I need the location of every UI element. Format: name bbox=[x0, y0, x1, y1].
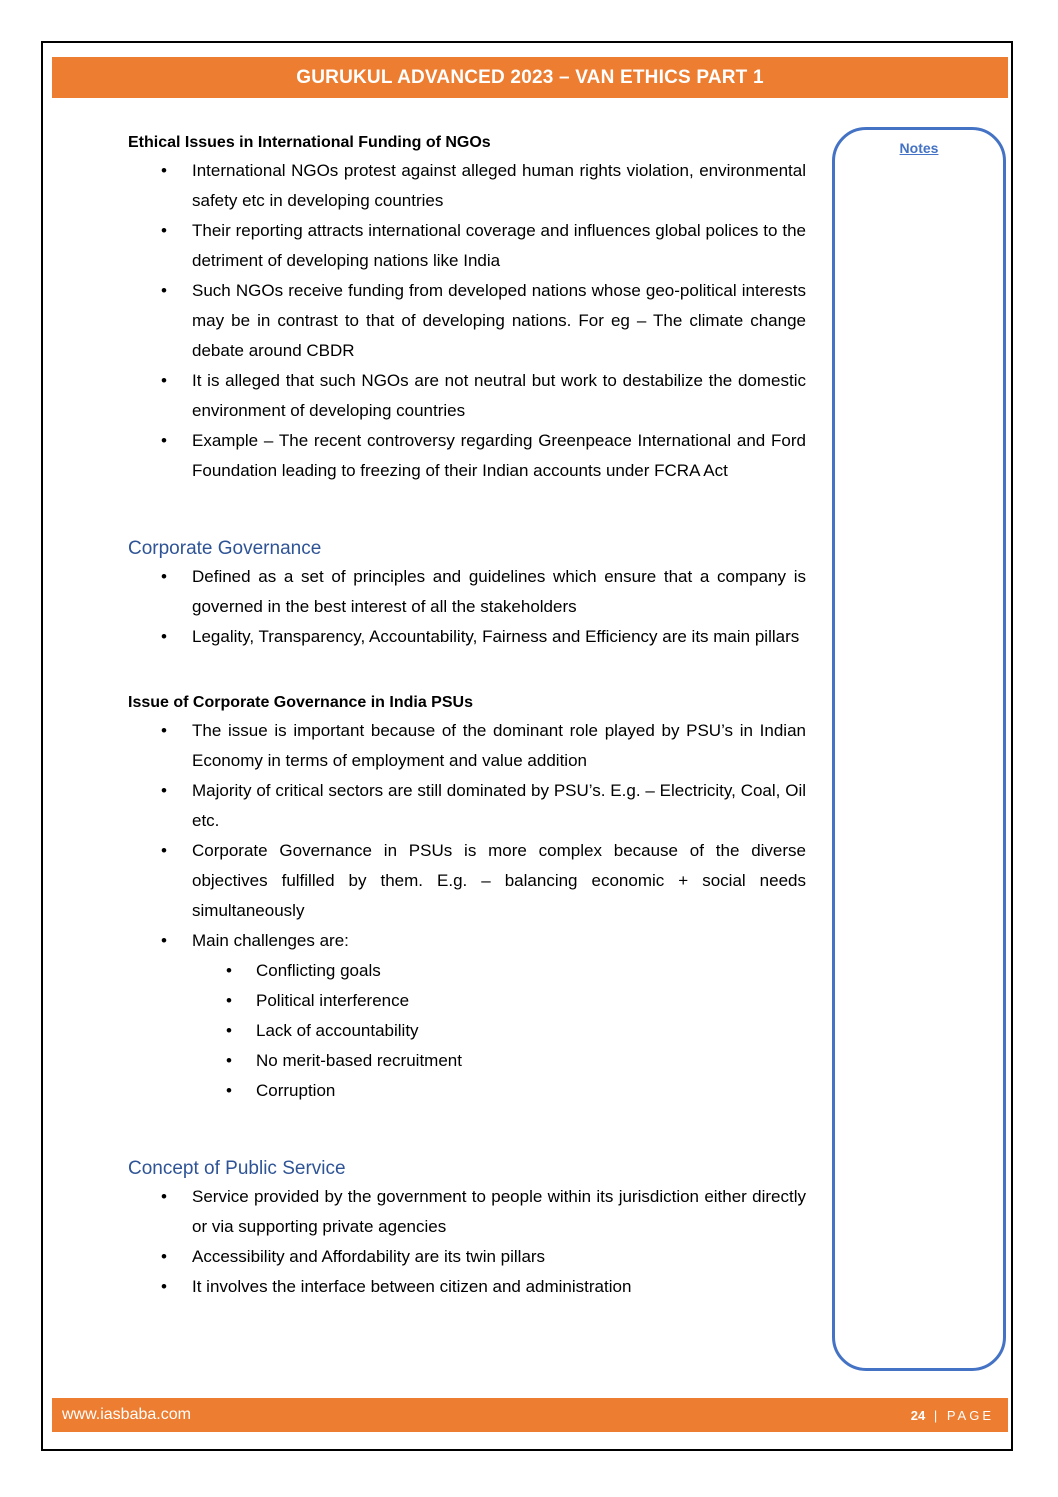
notes-panel bbox=[832, 127, 1006, 1371]
psu-governance-list bbox=[128, 716, 806, 1106]
section-heading-corporate-governance: Corporate Governance bbox=[128, 538, 322, 559]
page-label: | PAGE bbox=[933, 1407, 994, 1423]
page-header bbox=[52, 57, 1008, 98]
list-item: • Defined as a set of principles and guidelines which ensure that a company is governed in the best interest of all the stakeholders bbox=[128, 562, 806, 622]
section-heading-ngo-funding: Ethical Issues in International Funding of NGOs bbox=[128, 134, 491, 151]
sub-list-item: • Conflicting goals bbox=[128, 956, 806, 986]
page-number bbox=[911, 1408, 994, 1423]
sub-list-item: • Political interference bbox=[128, 986, 806, 1016]
list-item: • Legality, Transparency, Accountability, Fairness and Efficiency are its main pillars bbox=[128, 622, 806, 652]
list-item: • Such NGOs receive funding from developed nations whose geo-political interests may be in contrast to that of developing nations. For eg – The climate change debate around CBDR bbox=[128, 276, 806, 366]
list-item: • The issue is important because of the dominant role played by PSU’s in Indian Economy in terms of employment and value addition bbox=[128, 716, 806, 776]
document-body bbox=[128, 130, 806, 1302]
page-footer bbox=[52, 1398, 1008, 1432]
sub-list-item: • Lack of accountability bbox=[128, 1016, 806, 1046]
corporate-governance-list bbox=[128, 562, 806, 652]
ngo-funding-list bbox=[128, 156, 806, 486]
list-item: • Service provided by the government to people within its jurisdiction either directly or via supporting private agencies bbox=[128, 1182, 806, 1242]
list-item: • Majority of critical sectors are still dominated by PSU’s. E.g. – Electricity, Coal, Oil etc. bbox=[128, 776, 806, 836]
section-heading-public-service: Concept of Public Service bbox=[128, 1158, 346, 1179]
list-item: • Main challenges are: bbox=[128, 926, 806, 956]
notes-title: Notes bbox=[899, 140, 939, 156]
list-item: • It involves the interface between citizen and administration bbox=[128, 1272, 806, 1302]
sub-list-item: • Corruption bbox=[128, 1076, 806, 1106]
sub-list-item: • No merit-based recruitment bbox=[128, 1046, 806, 1076]
public-service-list bbox=[128, 1182, 806, 1302]
list-item: • It is alleged that such NGOs are not neutral but work to destabilize the domestic environment of developing countries bbox=[128, 366, 806, 426]
list-item: • Example – The recent controversy regarding Greenpeace International and Ford Foundation leading to freezing of their Indian accounts under FCRA Act bbox=[128, 426, 806, 486]
page-number-value: 24 bbox=[910, 1407, 926, 1423]
section-heading-psu-governance: Issue of Corporate Governance in India PSUs bbox=[128, 694, 473, 711]
list-item: • Their reporting attracts international coverage and influences global polices to the detriment of developing nations like India bbox=[128, 216, 806, 276]
footer-website-link[interactable]: www.iasbaba.com bbox=[62, 1406, 191, 1423]
list-item: • International NGOs protest against alleged human rights violation, environmental safety etc in developing countries bbox=[128, 156, 806, 216]
list-item: • Corporate Governance in PSUs is more complex because of the diverse objectives fulfilled by them. E.g. – balancing economic + social needs simultaneously bbox=[128, 836, 806, 926]
header-title: GURUKUL ADVANCED 2023 – VAN ETHICS PART 1 bbox=[296, 66, 764, 88]
list-item: • Accessibility and Affordability are its twin pillars bbox=[128, 1242, 806, 1272]
